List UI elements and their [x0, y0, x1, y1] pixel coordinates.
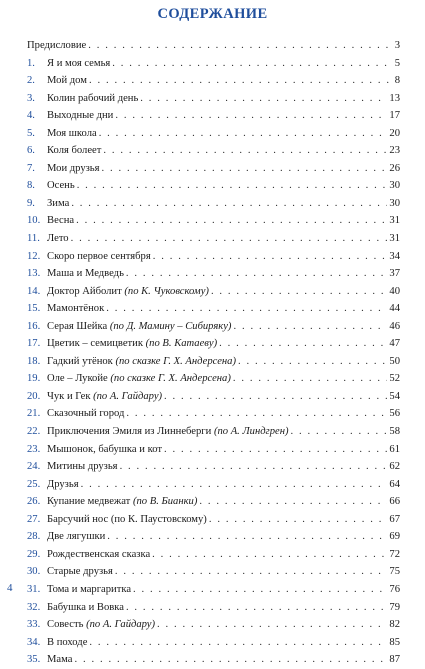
toc-entry-number: 31. [27, 583, 41, 595]
toc-entry-title: Мои друзья [47, 162, 100, 174]
toc-entry-number: 9. [27, 197, 35, 209]
toc-entry [27, 212, 400, 230]
toc-dot-leader [164, 441, 387, 459]
toc-entry-page: 30 [389, 180, 400, 192]
toc-entry-title: Сказочный город [47, 408, 125, 420]
toc-entry-title: Лето [47, 233, 69, 245]
toc-entry-number: 17. [27, 338, 41, 350]
toc-entry-page: 37 [389, 268, 400, 280]
toc-dot-leader [126, 265, 388, 283]
toc-entry-page: 52 [389, 373, 400, 385]
toc-list [27, 37, 400, 669]
toc-entry-title-wrap [47, 248, 151, 266]
toc-entry [27, 528, 400, 546]
toc-entry-title-wrap [47, 283, 209, 301]
toc-entry-number: 23. [27, 443, 41, 455]
toc-entry-author-note: (по А. Линдгрен) [213, 426, 289, 438]
toc-dot-leader [99, 125, 388, 143]
toc-entry-page: 54 [389, 390, 400, 402]
toc-entry-number: 16. [27, 320, 41, 332]
toc-entry-title-wrap [47, 142, 101, 160]
toc-entry-title: Совесть [47, 619, 87, 631]
toc-entry-title: Доктор Айболит [47, 285, 125, 297]
toc-entry-author-note: (по А. Гайдару) [86, 619, 156, 631]
toc-entry-page: 13 [389, 92, 400, 104]
toc-entry-title: Выходные дни [47, 110, 114, 122]
toc-entry-number: 8. [27, 180, 35, 192]
toc-dot-leader [133, 581, 387, 599]
toc-entry-page: 23 [389, 145, 400, 157]
toc-entry [27, 177, 400, 195]
toc-entry-number: 18. [27, 355, 41, 367]
toc-dot-leader [199, 493, 387, 511]
toc-entry-number: 35. [27, 654, 41, 666]
toc-entry [27, 335, 400, 353]
toc-dot-leader [209, 511, 388, 529]
toc-entry-page: 64 [389, 478, 400, 490]
toc-entry-title: Предисловие [27, 40, 87, 51]
toc-entry-title: В походе [47, 636, 88, 648]
toc-entry-page: 72 [389, 548, 400, 560]
toc-dot-leader [89, 634, 387, 652]
toc-entry-title-wrap [27, 37, 86, 55]
toc-dot-leader [107, 528, 387, 546]
toc-entry-title-wrap [47, 563, 113, 581]
toc-entry-title: Моя школа [47, 127, 97, 139]
toc-entry-title-wrap [47, 212, 74, 230]
toc-entry-page: 85 [389, 636, 400, 648]
toc-entry-number: 10. [27, 215, 41, 227]
toc-entry-title: Я и моя семья [47, 57, 111, 69]
toc-entry-title: Колин рабочий день [47, 92, 139, 104]
toc-dot-leader [115, 563, 388, 581]
toc-dot-leader [164, 388, 387, 406]
toc-dot-leader [233, 370, 388, 388]
toc-entry [27, 72, 400, 90]
toc-entry-title: Две лягушки [47, 531, 106, 543]
toc-entry-number: 5. [27, 127, 35, 139]
toc-entry-title-wrap [47, 616, 155, 634]
toc-entry [27, 511, 400, 529]
toc-dot-leader [211, 283, 387, 301]
toc-entry-number: 13. [27, 268, 41, 280]
toc-entry-title: Бабушка и Вовка [47, 601, 124, 613]
toc-entry-title-wrap [47, 458, 118, 476]
toc-entry-number: 3. [27, 92, 35, 104]
toc-entry [27, 546, 400, 564]
toc-dot-leader [102, 160, 388, 178]
toc-entry-title: Коля болеет [47, 145, 102, 157]
toc-entry-page: 44 [389, 303, 400, 315]
toc-dot-leader [88, 37, 392, 55]
toc-entry [27, 37, 400, 55]
toc-entry [27, 370, 400, 388]
toc-entry [27, 634, 400, 652]
toc-entry-title-wrap [47, 634, 87, 652]
toc-entry [27, 142, 400, 160]
toc-entry-title-wrap [47, 546, 150, 564]
toc-dot-leader [157, 616, 387, 634]
page-number: 4 [7, 582, 13, 594]
toc-entry-number: 30. [27, 566, 41, 578]
toc-entry-number: 2. [27, 75, 35, 87]
toc-entry [27, 563, 400, 581]
toc-entry-page: 62 [389, 461, 400, 473]
toc-dot-leader [120, 458, 388, 476]
toc-entry [27, 283, 400, 301]
toc-entry-page: 61 [389, 443, 400, 455]
toc-entry-page: 46 [389, 320, 400, 332]
toc-entry-page: 8 [394, 75, 400, 87]
toc-entry-number: 21. [27, 408, 41, 420]
toc-entry-number: 11. [27, 233, 40, 245]
toc-entry-title: Митины друзья [47, 461, 118, 473]
toc-entry-title: Маша и Медведь [47, 268, 124, 280]
toc-entry-title: Купание медвежат [47, 496, 133, 508]
toc-entry-title-wrap [47, 335, 217, 353]
toc-entry-title-wrap [47, 353, 236, 371]
toc-entry-title-wrap [47, 177, 75, 195]
toc-dot-leader [76, 212, 387, 230]
toc-entry-page: 75 [389, 566, 400, 578]
toc-entry-page: 69 [389, 531, 400, 543]
toc-entry [27, 423, 400, 441]
toc-entry-title-wrap [47, 318, 231, 336]
toc-entry-title: Приключения Эмиля из Линнеберги [47, 426, 214, 438]
toc-entry [27, 230, 400, 248]
toc-entry-title: Оле – Лукойе [47, 373, 111, 385]
toc-entry-page: 31 [389, 215, 400, 227]
toc-entry [27, 493, 400, 511]
toc-entry [27, 353, 400, 371]
toc-entry [27, 300, 400, 318]
toc-entry-title: Весна [47, 215, 75, 227]
toc-entry-page: 58 [389, 426, 400, 438]
toc-entry-number: 6. [27, 145, 35, 157]
toc-dot-leader [126, 405, 387, 423]
toc-entry [27, 195, 400, 213]
toc-entry-page: 34 [389, 250, 400, 262]
toc-entry-number: 25. [27, 478, 41, 490]
toc-dot-leader [115, 107, 387, 125]
toc-entry-title-wrap [47, 405, 124, 423]
toc-entry-number: 22. [27, 426, 41, 438]
toc-entry-title-wrap [47, 90, 138, 108]
toc-entry-title: Цветик – семицветик [47, 338, 146, 350]
toc-entry-page: 67 [389, 513, 400, 525]
toc-entry-author-note: (по В. Катаеву) [145, 338, 218, 350]
toc-entry-title-wrap [47, 511, 207, 529]
toc-entry-page: 87 [389, 654, 400, 666]
toc-entry-title: Серая Шейка [47, 320, 110, 332]
toc-entry-number: 14. [27, 285, 41, 297]
toc-entry-title: Мама [47, 654, 73, 666]
toc-dot-leader [140, 90, 387, 108]
toc-dot-leader [219, 335, 387, 353]
toc-entry-title-wrap [47, 476, 79, 494]
toc-dot-leader [74, 651, 387, 669]
toc-entry-page: 17 [389, 110, 400, 122]
toc-entry-page: 40 [389, 285, 400, 297]
toc-entry [27, 616, 400, 634]
toc-entry [27, 441, 400, 459]
toc-entry-number: 19. [27, 373, 41, 385]
toc-dot-leader [233, 318, 387, 336]
toc-entry-title-wrap [47, 528, 105, 546]
toc-entry [27, 458, 400, 476]
toc-entry [27, 318, 400, 336]
toc-entry-title-wrap [47, 441, 162, 459]
toc-dot-leader [77, 177, 388, 195]
toc-entry-title-wrap [47, 265, 124, 283]
toc-entry [27, 248, 400, 266]
toc-entry [27, 599, 400, 617]
toc-dot-leader [71, 195, 387, 213]
toc-entry-title-wrap [47, 370, 231, 388]
toc-entry-title-wrap [47, 300, 104, 318]
toc-entry-title-wrap [47, 423, 288, 441]
toc-entry-author-note: (по Д. Мамину – Сибиряку) [109, 320, 232, 332]
toc-entry [27, 388, 400, 406]
toc-entry-page: 56 [389, 408, 400, 420]
toc-entry-title-wrap [47, 125, 97, 143]
toc-entry-page: 47 [389, 338, 400, 350]
toc-entry-title: Мамонтёнок [47, 303, 105, 315]
toc-dot-leader [106, 300, 387, 318]
toc-entry-number: 26. [27, 496, 41, 508]
toc-entry-title: Мой дом [47, 75, 87, 87]
toc-entry-title-wrap [47, 195, 69, 213]
toc-entry [27, 55, 400, 73]
toc-entry-title-wrap [47, 388, 162, 406]
toc-entry-number: 29. [27, 548, 41, 560]
toc-entry-title: Осень [47, 180, 75, 192]
toc-entry [27, 265, 400, 283]
toc-entry-author-note: (по сказке Г. Х. Андерсена) [115, 355, 236, 367]
toc-entry-page: 50 [389, 355, 400, 367]
toc-dot-leader [89, 72, 393, 90]
toc-entry-title: Рождественская сказка [47, 548, 151, 560]
toc-entry [27, 651, 400, 669]
toc-entry-number: 12. [27, 250, 41, 262]
toc-entry-author-note: (по А. Гайдару) [93, 390, 163, 402]
toc-entry-page: 66 [389, 496, 400, 508]
toc-dot-leader [153, 248, 388, 266]
toc-entry-author-note: (по К. Чуковскому) [124, 285, 209, 297]
toc-entry-title-wrap [47, 160, 100, 178]
toc-entry-title: Друзья [47, 478, 79, 490]
toc-entry-number: 7. [27, 162, 35, 174]
toc-entry-number: 4. [27, 110, 35, 122]
toc-entry-number: 32. [27, 601, 41, 613]
toc-entry-page: 30 [389, 197, 400, 209]
toc-entry-page: 82 [389, 619, 400, 631]
toc-entry [27, 107, 400, 125]
toc-dot-leader [103, 142, 387, 160]
toc-entry-page: 79 [389, 601, 400, 613]
toc-entry-title: Мышонок, бабушка и кот [47, 443, 162, 455]
toc-entry [27, 125, 400, 143]
toc-dot-leader [112, 55, 392, 73]
toc-entry-page: 76 [389, 583, 400, 595]
toc-entry-title-wrap [47, 72, 87, 90]
toc-entry-title: Чук и Гек [47, 390, 94, 402]
toc-entry-title: Тома и маргаритка [47, 583, 132, 595]
toc-entry-page: 5 [394, 57, 400, 69]
toc-dot-leader [290, 423, 387, 441]
toc-entry-title-wrap [47, 599, 124, 617]
toc-dot-leader [126, 599, 387, 617]
toc-entry-title: Зима [47, 197, 70, 209]
toc-entry [27, 160, 400, 178]
toc-entry-title: Гадкий утёнок [47, 355, 116, 367]
toc-entry-number: 28. [27, 531, 41, 543]
toc-entry-title: Барсучий нос (по К. Паустовскому) [47, 513, 207, 525]
toc-entry [27, 405, 400, 423]
toc-entry-page: 20 [389, 127, 400, 139]
toc-entry-title: Старые друзья [47, 566, 113, 578]
page-title: СОДЕРЖАНИЕ [157, 6, 268, 22]
toc-entry-page: 31 [389, 233, 400, 245]
toc-entry [27, 90, 400, 108]
toc-entry-number: 15. [27, 303, 41, 315]
toc-entry-number: 27. [27, 513, 41, 525]
toc-entry-number: 1. [27, 57, 35, 69]
toc-entry-number: 33. [27, 619, 41, 631]
toc-entry-title: Скоро первое сентября [47, 250, 151, 262]
toc-entry-title-wrap [47, 55, 110, 73]
toc-entry-title-wrap [47, 581, 131, 599]
toc-entry-page: 3 [394, 40, 400, 51]
toc-entry-title-wrap [47, 107, 113, 125]
toc-entry-page: 26 [389, 162, 400, 174]
toc-entry-number: 24. [27, 461, 41, 473]
toc-entry-number: 34. [27, 636, 41, 648]
toc-entry-author-note: (по сказке Г. Х. Андерсена) [110, 373, 231, 385]
toc-entry [27, 476, 400, 494]
toc-entry-title-wrap [47, 651, 72, 669]
toc-entry-title-wrap [47, 493, 197, 511]
toc-dot-leader [81, 476, 388, 494]
toc-entry-author-note: (по В. Бианки) [132, 496, 198, 508]
toc-entry-number: 20. [27, 390, 41, 402]
toc-entry [27, 581, 400, 599]
toc-dot-leader [152, 546, 387, 564]
toc-dot-leader [71, 230, 388, 248]
toc-entry-title-wrap [47, 230, 69, 248]
toc-dot-leader [238, 353, 387, 371]
